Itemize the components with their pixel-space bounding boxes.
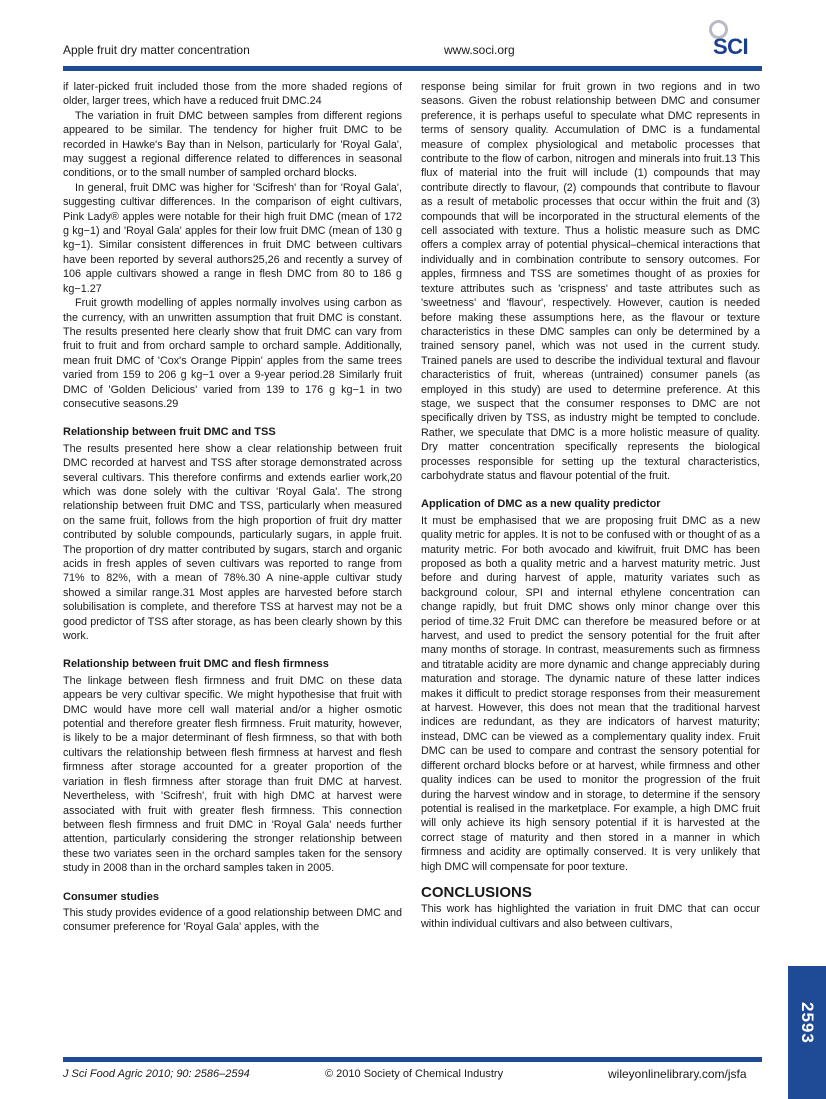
section-heading: Consumer studies bbox=[63, 890, 159, 903]
page-number-tab bbox=[788, 966, 826, 1099]
paragraph: This work has highlighted the variation in fruit DMC that can occur within individual cultivars and also between cultivars, bbox=[421, 903, 760, 930]
right-column bbox=[421, 80, 760, 931]
left-column bbox=[63, 80, 402, 935]
paragraph: It must be emphasised that we are proposing fruit DMC as a new quality metric for apples. It is not to be confused with or thought of as a maturity metric. For both avocado and kiwifruit, fruit DMC has been proposed as both a quality metric and a harvest maturity metric. Just before and during harvest of apple, maturity variates such as background colour, SPI and internal ethylene concentration can change rapidly, but fruit DMC shows only minor change over this period of time.32 Fruit DMC can therefore be measured before or at harvest, and used to predict the sensory potential for the fruit after many months of storage. In contrast, measurements such as firmness and titratable acidity are more dynamic and change appreciably during maturation and storage. The dynamic nature of these latter indices makes it difficult to predict storage responses from their measurement at harvest. However, this does not mean that the traditional harvest indices are redundant, as they are indicators of harvest maturity; instead, DMC can be viewed as a complementary quality index. Fruit DMC can be used to compare and contrast the sensory potential for different orchard blocks before or at harvest, while firmness and other quality indices can be used to monitor the progression of the fruit during the harvest window and in storage, to determine if the sensory potential is realised in the marketplace. For example, a high DMC fruit will only achieve its high sensory potential if it is harvested at the correct stage of maturity and then stored in a manner in which firmness and acidity are optimally conserved. It is very unlikely that high DMC will compensate for poor texture. bbox=[421, 514, 760, 873]
running-title: Apple fruit dry matter concentration bbox=[63, 43, 250, 57]
paragraph: Fruit growth modelling of apples normally involves using carbon as the currency, with an unwritten assumption that fruit DMC is constant. The results presented here clearly show that fruit DMC can vary from fruit to fruit and from orchard sample to orchard sample. Additionally, mean fruit DMC of 'Cox's Orange Pippin' apples from the same trees varied from 159 to 206 g kg−1 over a 9-year period.28 Similarly fruit DMC of 'Golden Delicious' varied from 139 to 176 g kg−1 in two consecutive seasons.29 bbox=[63, 297, 402, 410]
sci-logo-text: SCI bbox=[713, 34, 749, 59]
paragraph: response being similar for fruit grown in two regions and in two seasons. Given the robust relationship between DMC and consumer preference, it is perhaps useful to speculate what DMC represents in terms of sensory quality. Accumulation of DMC is a fundamental measure of complex physiological and metabolic processes that contribute to the flow of carbon, nitrogen and minerals into fruit.13 This flux of material into the fruit will include (1) compounds that may contribute directly to flavour, (2) compounds that contribute to flavour as a result of metabolic processes that occur within the fruit and (3) compounds that will be incorporated in the structural elements of the cell associated with texture. Thus a holistic measure such as DMC offers a complex array of potential physical–chemical interactions that individually and in combination contribute to sensory outcomes. For apples, firmness and TSS are sometimes thought of as proxies for texture attributes such as 'crispness' and taste attributes such as 'sweetness' and 'flavour', respectively. However, caution is needed before making these assumptions here, as the flavour or texture characteristics in these DMC samples can only be determined by a trained sensory panel, which was not used in the current study. Trained panels are used to describe the individual textural and flavour characteristics of fruit, whereas (untrained) consumer panels (as employed in this study) are used to determine preference. At this stage, we suspect that the consumer responses to DMC are not specifically driven by TSS, as industry might be tempted to conclude. Rather, we speculate that DMC is a more holistic measure of quality. Dry matter concentration specifically represents the biological processes responsible for setting up the textural characteristics, carbohydrate status and flavour potential of the fruit. bbox=[421, 81, 760, 482]
conclusions-heading: CONCLUSIONS bbox=[421, 883, 532, 901]
section-heading: Application of DMC as a new quality predictor bbox=[421, 498, 661, 511]
section-heading: Relationship between fruit DMC and TSS bbox=[63, 426, 276, 439]
paragraph: if later-picked fruit included those from the more shaded regions of older, larger trees, which have a reduced fruit DMC.24 bbox=[63, 81, 402, 108]
header-rule bbox=[63, 66, 762, 71]
paragraph: The variation in fruit DMC between samples from different regions appeared to be similar. The tendency for higher fruit DMC to be recorded in Hawke's Bay than in Nelson, particularly for 'Royal Gala', may suggest a regional difference related to differences in seasonal conditions, or to the small number of sampled orchard blocks. bbox=[63, 109, 402, 180]
paragraph: This study provides evidence of a good relationship between DMC and consumer preference for 'Royal Gala' apples, with the bbox=[63, 906, 402, 934]
paragraph: The linkage between flesh firmness and fruit DMC on these data appears be very cultivar specific. We might hypothesise that fruit with DMC would have more cell wall material and/or a higher osmotic potential and therefore greater flesh firmness. Fruit maturity, however, is likely to be a major determinant of flesh firmness, so that with both cultivars the relationship between flesh firmness at harvest and flesh firmness after storage accounted for a greater proportion of the variation in flesh firmness after storage than fruit DMC at harvest. Nevertheless, with 'Scifresh', fruit with high DMC at harvest were associated with fruit with greater flesh firmness. This connection between flesh firmness and fruit DMC in 'Royal Gala' needs further attention, particularly considering the stronger relationship between these two variates seen in the orchard samples taken for the sensory study in 2008 than in the orchard samples taken in 2005. bbox=[63, 674, 402, 875]
section-heading: Relationship between fruit DMC and flesh firmness bbox=[63, 658, 329, 671]
paragraph: In general, fruit DMC was higher for 'Scifresh' than for 'Royal Gala', suggesting cultivar differences. In the comparison of eight cultivars, Pink Lady® apples were notable for their high fruit DMC (mean of 172 g kg−1) and 'Royal Gala' apples for their low fruit DMC (mean of 130 g kg−1). Similar consistent differences in fruit DMC between cultivars have been reported by several authors25,26 and recently a survey of 106 apple cultivars showed a range in flesh DMC from 80 to 186 g kg−1.27 bbox=[63, 181, 402, 295]
page-number: 2593 bbox=[798, 1002, 817, 1044]
footer-rule bbox=[63, 1057, 762, 1062]
paragraph: The results presented here show a clear relationship between fruit DMC recorded at harvest and TSS after storage demonstrated across several cultivars. This therefore confirms and extends earlier work,20 which was done solely with the cultivar 'Royal Gala'. The strong relationship between fruit DMC and TSS, particularly when measured on the same fruit, follows from the high proportion of fruit dry matter contributed by soluble compounds, particularly sugars, in apple fruit. The proportion of dry matter contributed by sugars, starch and organic acids in fresh apples of seven cultivars was reported to range from 71% to 82%, with a mean of 78%.30 A nine-apple cultivar study showed a similar range.31 Most apples are harvested before starch solubilisation is complete, and therefore TSS at harvest may not be a good predictor of TSS after storage, as has been clearly shown by this work. bbox=[63, 442, 402, 643]
journal-citation: J Sci Food Agric 2010; 90: 2586–2594 bbox=[63, 1068, 250, 1080]
journal-site-link[interactable]: www.soci.org bbox=[444, 43, 515, 57]
copyright-notice: © 2010 Society of Chemical Industry bbox=[325, 1068, 504, 1080]
sci-logo bbox=[707, 20, 763, 60]
journal-url-link[interactable]: wileyonlinelibrary.com/jsfa bbox=[608, 1067, 747, 1081]
